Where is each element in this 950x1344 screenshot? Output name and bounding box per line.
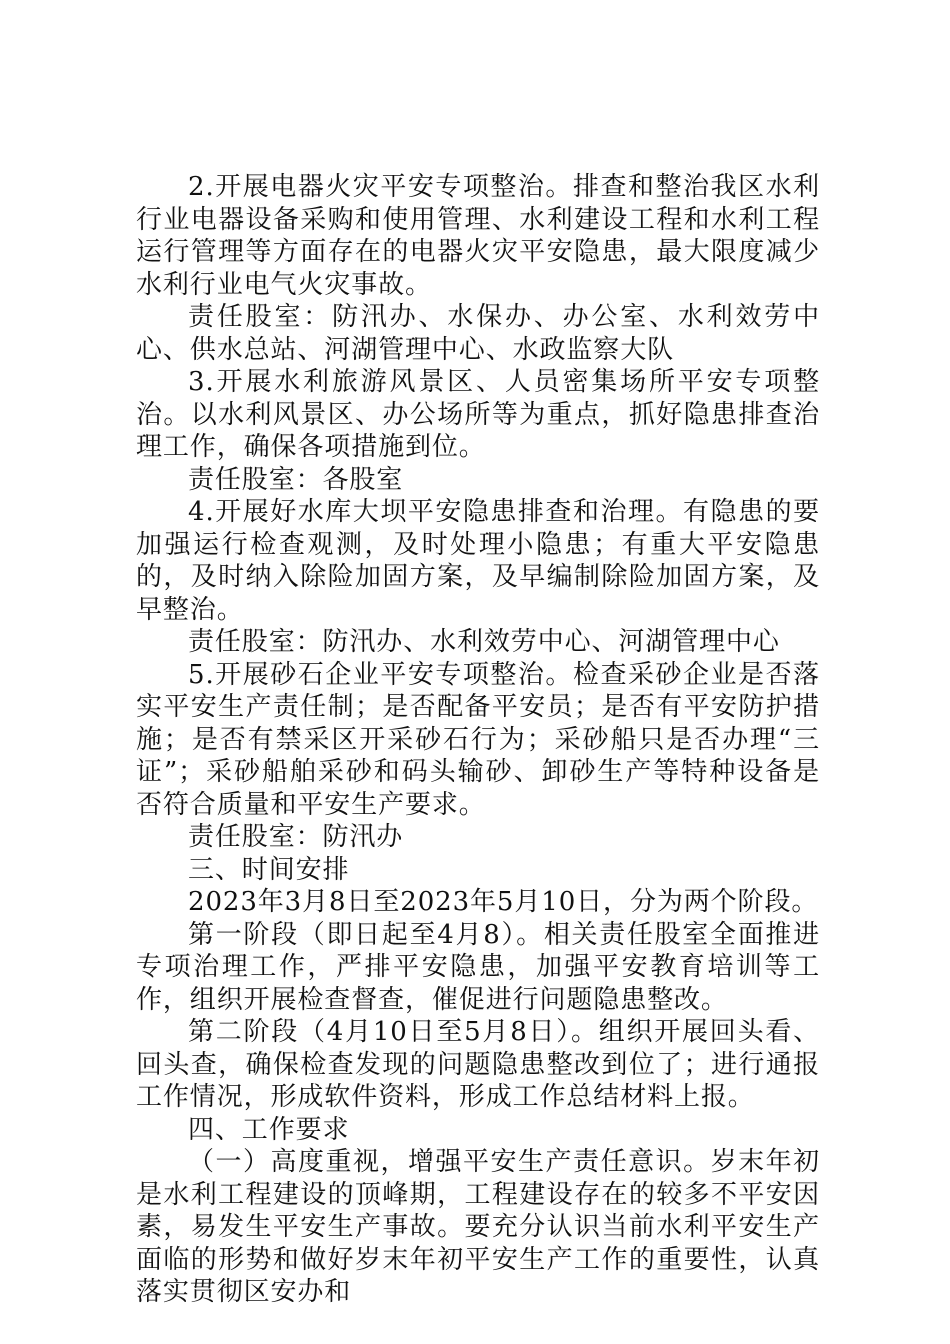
paragraph-scenic-area-rectification: 3.开展水利旅游风景区、人员密集场所平安专项整治。以水利风景区、办公场所等为重点，抓好隐患排查治理工作，确保各项措施到位。 <box>136 367 820 462</box>
paragraph-phase-one: 第一阶段（即日起至4月8）。相关责任股室全面推进专项治理工作，严排平安隐患，加强平安教育培训等工作，组织开展检查督查，催促进行问题隐患整改。 <box>136 919 820 1015</box>
paragraph-responsible-offices-1: 责任股室：防汛办、水保办、办公室、水利效劳中心、供水总站、河湖管理中心、水政监察大队 <box>136 302 820 365</box>
paragraph-responsible-offices-4: 责任股室：防汛办 <box>188 822 404 852</box>
paragraph-electrical-fire-rectification: 2.开展电器火灾平安专项整治。排查和整治我区水利行业电器设备采购和使用管理、水利建设工程和水利工程运行管理等方面存在的电器火灾平安隐患，最大限度减少水利行业电气火灾事故。 <box>136 172 820 300</box>
paragraph-schedule-dates: 2023年3月8日至2023年5月10日，分为两个阶段。 <box>188 887 819 917</box>
paragraph-phase-two: 第二阶段（4月10日至5月8日）。组织开展回头看、回头查，确保检查发现的问题隐患整改到位了；进行通报工作情况，形成软件资料，形成工作总结材料上报。 <box>136 1017 820 1112</box>
paragraph-responsible-offices-2: 责任股室：各股室 <box>188 464 404 495</box>
paragraph-reservoir-dam-hazards: 4.开展好水库大坝平安隐患排查和治理。有隐患的要加强运行检查观测，及时处理小隐患；有重大平安隐患的，及时纳入除险加固方案，及早编制除险加固方案，及早整治。 <box>136 497 820 625</box>
paragraph-requirement-one: （一）高度重视，增强平安生产责任意识。岁末年初是水利工程建设的顶峰期，工程建设存在的较多不平安因素，易发生平安生产事故。要充分认识当前水利平安生产面临的形势和做好岁末年初平安生产工作的重要性，认真落实贯彻区安办和 <box>136 1147 820 1307</box>
section-heading-requirements: 四、工作要求 <box>188 1114 350 1145</box>
section-heading-schedule: 三、时间安排 <box>188 854 350 885</box>
paragraph-responsible-offices-3: 责任股室：防汛办、水利效劳中心、河湖管理中心 <box>188 627 780 657</box>
paragraph-sand-gravel-rectification: 5.开展砂石企业平安专项整治。检查采砂企业是否落实平安生产责任制；是否配备平安员；是否有平安防护措施；是否有禁采区开采砂石行为；采砂船只是否办理“三证”；采砂船舶采砂和码头输砂、卸砂生产等特种设备是否符合质量和平安生产要求。 <box>136 659 820 820</box>
document-body <box>136 171 820 1309</box>
